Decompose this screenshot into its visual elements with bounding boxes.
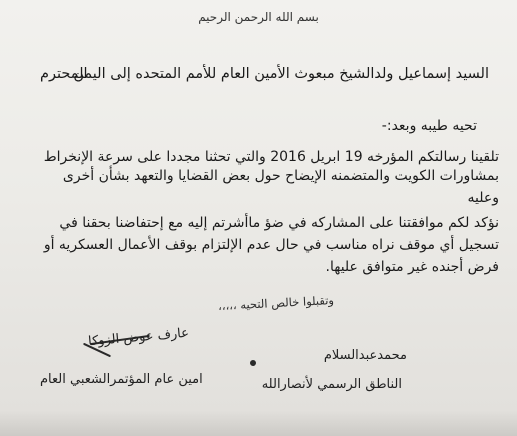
body-line-6: فرض أجنده غير متوافق عليها. [325,259,499,275]
body-line-5: تسجيل أي موقف نراه مناسب في حال عدم الإلتزام بوقف الأعمال العسكريه أو [43,237,499,253]
basmala-header: بسم الله الرحمن الرحيم [198,10,319,24]
signatory-title-left: امين عام المؤتمرالشعبي العام [40,372,203,387]
body-line-3: وعليه [467,190,499,206]
signatory-name-left: عارف عوض الزوكا [87,325,190,350]
signatory-title-right: الناطق الرسمي لأنصارالله [261,377,402,392]
paper-fold-shadow [0,410,517,436]
body-line-1: تلقينا رسالتكم المؤرخه 19 ابريل 2016 والتي تحثنا مجددا على سرعة الإنخراط [43,149,499,165]
body-line-2: بمشاورات الكويت والمتضمنه الإيضاح حول بعض القضايا والتعهد بشأن أخرى [62,168,499,184]
signature-dot [250,360,256,366]
recipient-line: السيد إسماعيل ولدالشيخ مبعوث الأمين العام للأمم المتحده إلى اليمن [73,66,489,82]
body-line-4: نؤكد لكم موافقتنا على المشاركه في ضؤ ماأشرتم إليه مع إحتفاضنا بحقنا في [59,215,499,231]
recipient-honorific: المحترم [40,66,88,82]
closing-line: وتقبلوا خالص التحيه ،،،،، [217,292,335,314]
signatory-name-right: محمدعبدالسلام [323,348,407,363]
greeting: تحيه طيبه وبعد:- [381,118,477,134]
